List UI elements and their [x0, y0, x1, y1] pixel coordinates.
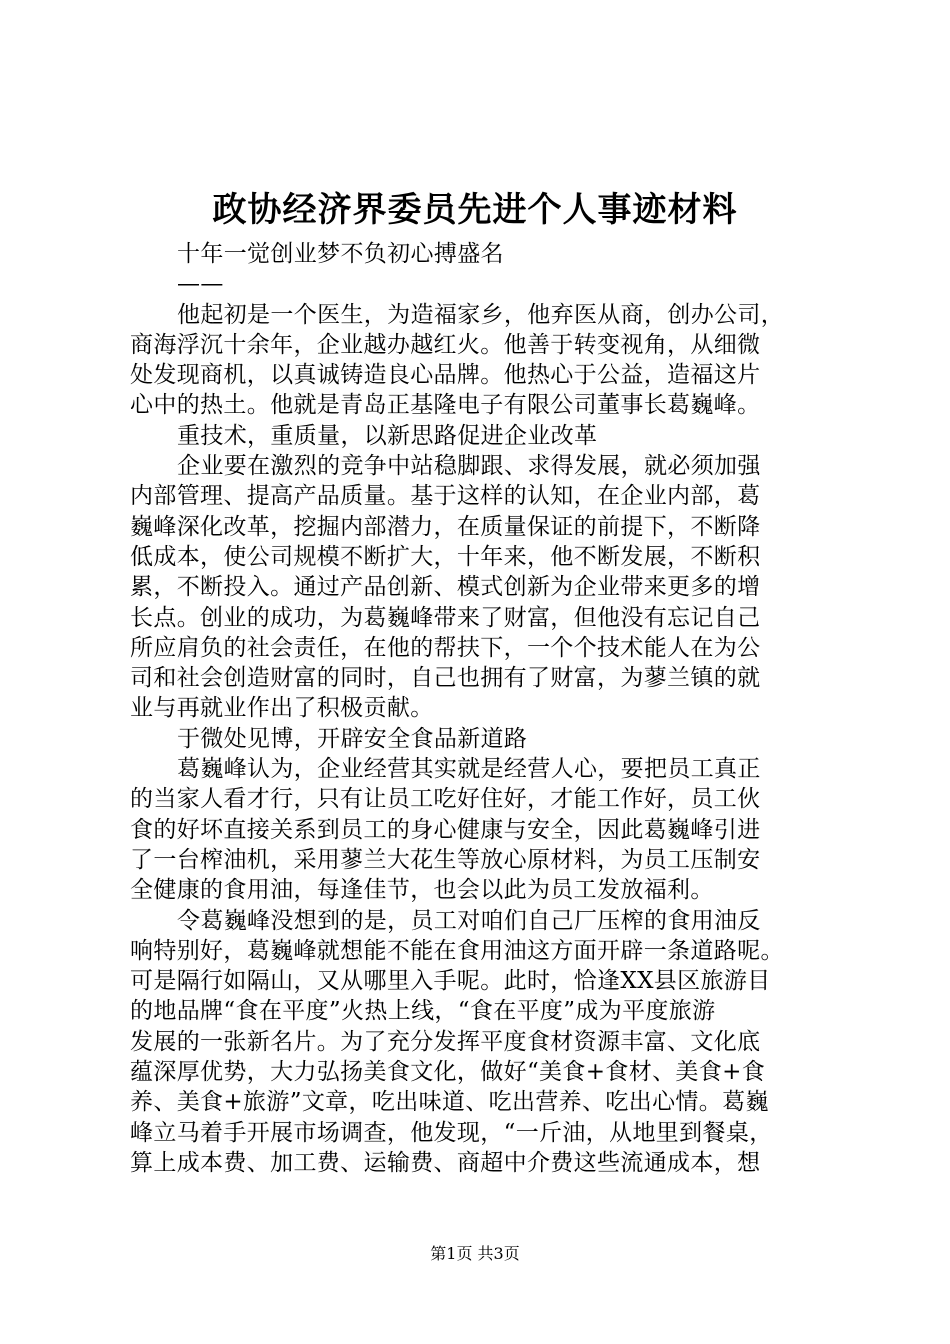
body-text-line: 的地品牌“食在平度”火热上线，“食在平度”成为平度旅游 — [130, 998, 716, 1025]
body-text-line: 业与再就业作出了积极贡献。 — [130, 695, 434, 722]
body-text-line: 令葛巍峰没想到的是，员工对咱们自己厂压榨的食用油反 — [177, 907, 761, 934]
body-text-line: 于微处见博，开辟安全食品新道路 — [177, 725, 528, 752]
body-text-line: 食的好坏直接关系到员工的身心健康与安全，因此葛巍峰引进 — [130, 816, 761, 843]
body-text-line: 长点。创业的成功，为葛巍峰带来了财富，但他没有忘记自己 — [130, 604, 761, 631]
body-text-line: 十年一觉创业梦不负初心搏盛名 — [177, 241, 504, 267]
body-text-line: 他起初是一个医生，为造福家乡，他弃医从商，创办公司， — [177, 301, 785, 328]
body-text-line: 可是隔行如隔山，又从哪里入手呢。此时，恰逢XX县区旅游目 — [130, 968, 771, 995]
body-text-line: 累，不断投入。通过产品创新、模式创新为企业带来更多的增 — [130, 574, 761, 601]
body-text-line: 算上成本费、加工费、运输费、商超中介费这些流通成本，想 — [130, 1149, 761, 1176]
body-text-line: 发展的一张新名片。为了充分发挥平度食材资源丰富、文化底 — [130, 1028, 761, 1055]
document-title: 政协经济界委员先进个人事迹材料 — [212, 190, 738, 230]
body-text-line: 重技术，重质量，以新思路促进企业改革 — [177, 422, 598, 449]
body-text-line: 企业要在激烈的竞争中站稳脚跟、求得发展，就必须加强 — [177, 453, 761, 480]
page-footer: 第1页 共3页 — [430, 1244, 520, 1263]
body-text-line: 司和社会创造财富的同时，自己也拥有了财富，为蓼兰镇的就 — [130, 665, 761, 692]
body-text-line: 内部管理、提高产品质量。基于这样的认知，在企业内部，葛 — [130, 483, 761, 510]
body-text-line: 低成本，使公司规模不断扩大，十年来，他不断发展，不断积 — [130, 543, 761, 570]
body-text-line: 了一台榨油机，采用蓼兰大花生等放心原材料，为员工压制安 — [130, 846, 761, 873]
body-text-line: —— — [177, 271, 224, 298]
body-text-line: 巍峰深化改革，挖掘内部潜力，在质量保证的前提下，不断降 — [130, 513, 761, 540]
body-text-line: 峰立马着手开展市场调查，他发现，“一斤油，从地里到餐桌， — [130, 1119, 773, 1146]
body-text-line: 葛巍峰认为，企业经营其实就是经营人心，要把员工真正 — [177, 756, 761, 783]
body-text-line: 响特别好，葛巍峰就想能不能在食用油这方面开辟一条道路呢。 — [130, 937, 784, 964]
document-body — [130, 239, 842, 1178]
body-text-line: 处发现商机，以真诚铸造良心品牌。他热心于公益，造福这片 — [130, 362, 761, 389]
body-text-line: 心中的热土。他就是青岛正基隆电子有限公司董事长葛巍峰。 — [130, 392, 761, 419]
body-text-line: 的当家人看才行，只有让员工吃好住好，才能工作好，员工伙 — [130, 786, 761, 813]
body-text-line: 养、美食+旅游”文章，吃出味道、吃出营养、吃出心情。葛巍 — [130, 1089, 769, 1116]
body-text-line: 全健康的食用油，每逢佳节，也会以此为员工发放福利。 — [130, 877, 714, 904]
body-text-line: 蕴深厚优势，大力弘扬美食文化，做好“美食+食材、美食+食 — [130, 1059, 766, 1086]
body-text-line: 所应肩负的社会责任，在他的帮扶下，一个个技术能人在为公 — [130, 634, 761, 661]
body-text-line: 商海浮沉十余年，企业越办越红火。他善于转变视角，从细微 — [130, 331, 761, 358]
